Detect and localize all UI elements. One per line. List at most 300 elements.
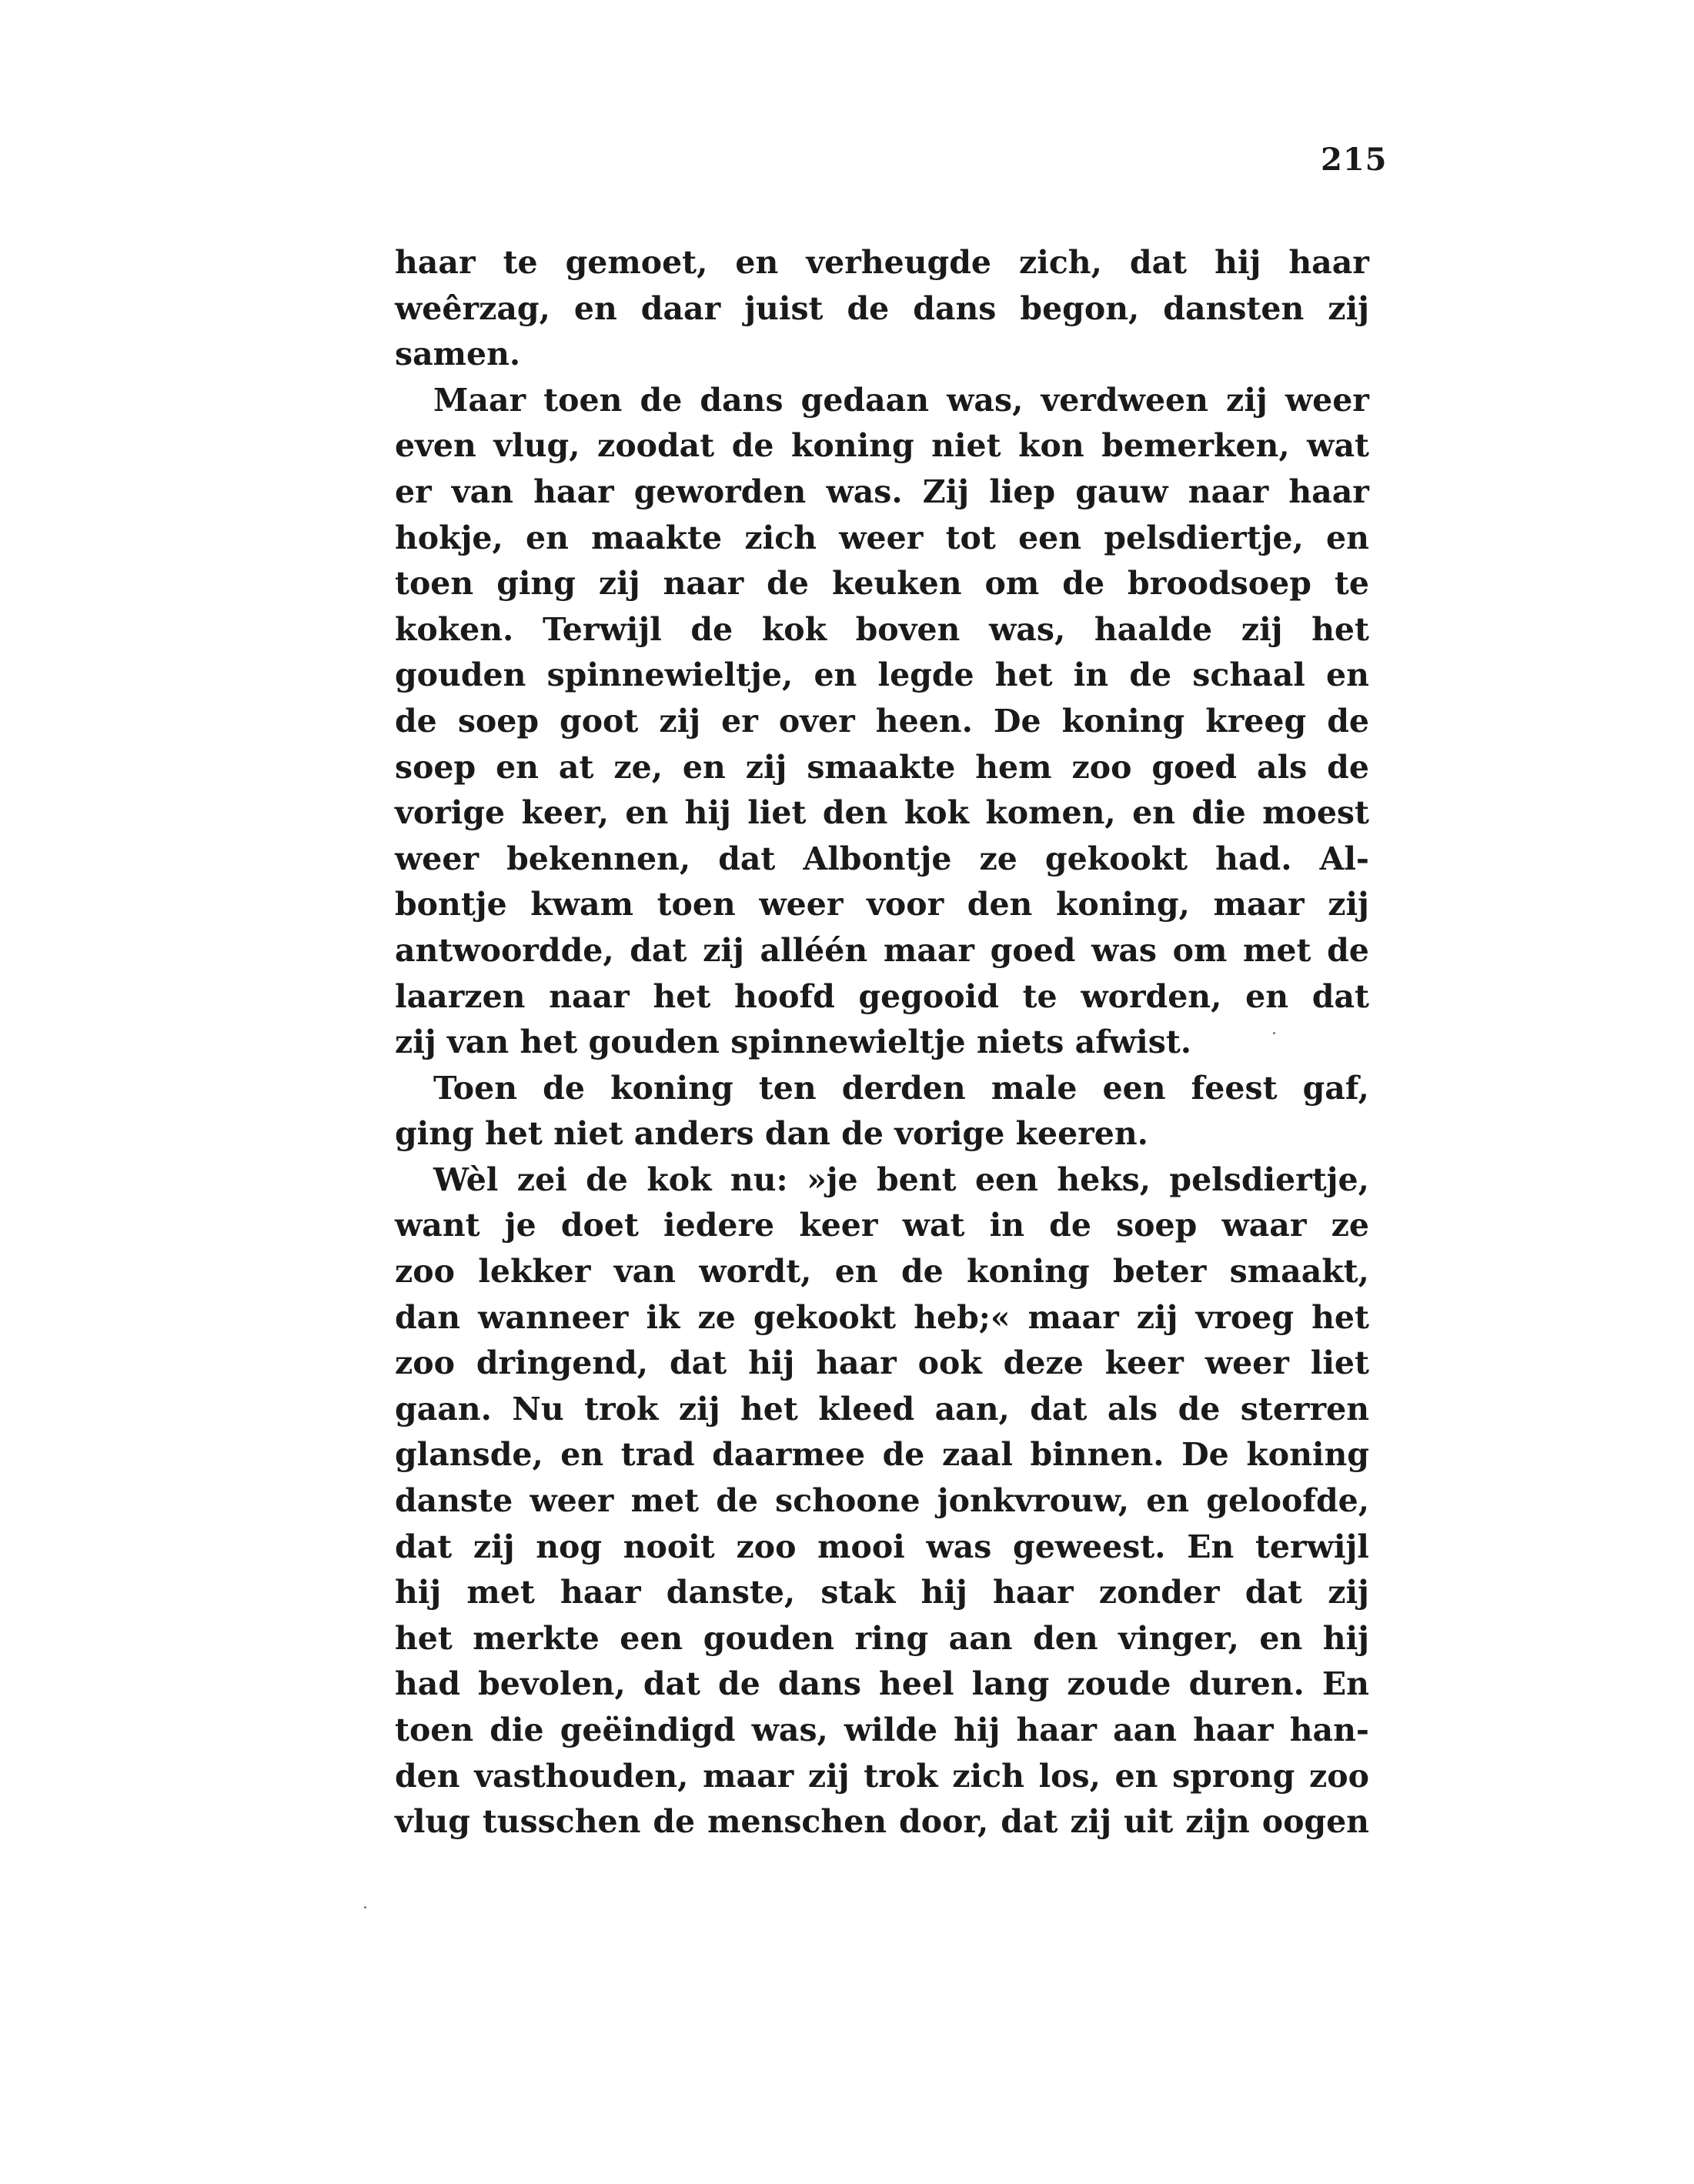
word: en (526, 519, 569, 556)
word: toen (543, 381, 623, 419)
word: was. (826, 473, 903, 510)
word: zij (1328, 289, 1369, 327)
word: het (653, 977, 711, 1015)
word: wilde (844, 1711, 938, 1748)
word: den (967, 886, 1033, 923)
word: keer, (521, 794, 609, 832)
word: En (1321, 1665, 1369, 1703)
word: de (395, 702, 437, 740)
word: liep (989, 473, 1056, 510)
word: zich, (1018, 244, 1102, 281)
word: legde (877, 656, 974, 694)
word: goed (1151, 748, 1238, 786)
word: dat (1001, 1803, 1058, 1841)
word: zij (598, 565, 640, 603)
word: doet (560, 1207, 639, 1244)
word: broodsoep (1128, 565, 1311, 603)
word: gegooid (858, 977, 999, 1015)
word: verheugde (806, 244, 991, 281)
word: en (1114, 1757, 1158, 1795)
word: smaakte (807, 748, 956, 786)
word: keer (1104, 1344, 1184, 1382)
word: maar (703, 1757, 794, 1795)
word: trad (620, 1436, 695, 1474)
word: smaakt, (1229, 1253, 1369, 1291)
word: hij (954, 1711, 1001, 1748)
word: maakte (591, 519, 723, 556)
word: waar (1221, 1207, 1307, 1244)
word: vorige (395, 794, 506, 832)
word: De (1181, 1436, 1229, 1474)
word: in (1073, 656, 1109, 694)
word: dat (395, 1528, 453, 1565)
word: zij (1070, 1803, 1112, 1841)
word: kleed (818, 1390, 915, 1428)
word: toen (395, 565, 474, 603)
word: boven (855, 610, 961, 648)
word: heen. (875, 702, 973, 740)
word: Nu (512, 1390, 564, 1428)
word: hij (748, 1344, 795, 1382)
word: keuken (831, 565, 962, 603)
word: kok (647, 1160, 712, 1198)
text-line (395, 653, 1369, 699)
word: zoo (736, 1528, 797, 1565)
word: mooi (817, 1528, 905, 1565)
text-line (395, 1616, 1369, 1662)
word: dat (1129, 244, 1188, 281)
word: haar (1288, 244, 1369, 281)
word: goed (990, 931, 1076, 969)
scan-speck (1273, 1032, 1275, 1034)
word: te (1334, 565, 1369, 603)
word: zij (659, 702, 701, 740)
word: was (926, 1528, 992, 1565)
word: had. (1215, 840, 1292, 877)
word: zij (703, 931, 744, 969)
word: beter (1112, 1253, 1207, 1291)
word: er (395, 473, 432, 510)
word: zijn (1185, 1803, 1250, 1841)
text-line (395, 1799, 1369, 1845)
word: goot (560, 702, 639, 740)
word: wanneer (478, 1298, 629, 1336)
word: naar (1188, 473, 1269, 510)
word: te (503, 244, 538, 281)
word: terwijl (1255, 1528, 1369, 1565)
word: voor (867, 886, 944, 923)
word: weer (1205, 1344, 1289, 1382)
word: heel (879, 1665, 954, 1703)
word: haar (993, 1574, 1074, 1611)
word: ze, (613, 748, 663, 786)
word: kok (904, 794, 969, 832)
word: het (395, 1619, 453, 1657)
word: weêrzag, (395, 289, 550, 327)
word: aan (948, 1619, 1013, 1657)
word: de (1327, 702, 1369, 740)
word: een (974, 1160, 1038, 1198)
word: pelsdiertje, (1104, 519, 1304, 556)
word: dat (1311, 977, 1369, 1015)
word: antwoordde, (395, 931, 614, 969)
word: want (395, 1207, 480, 1244)
word: als (1257, 748, 1308, 786)
word: liet (747, 794, 807, 832)
word: gemoet, (565, 244, 708, 281)
word: het (740, 1390, 798, 1428)
word: geloofde, (1206, 1482, 1369, 1520)
word: weer (530, 1482, 614, 1520)
word: die (489, 1711, 544, 1748)
word: soep (457, 702, 539, 740)
word: spinnewieltje, (546, 656, 794, 694)
text-line (395, 790, 1369, 837)
word: zei (516, 1160, 567, 1198)
word: dans (700, 381, 784, 419)
word: daar (640, 289, 721, 327)
word: verdween (1041, 381, 1208, 419)
text-line: ging het niet anders dan de vorige keeren. (395, 1115, 1148, 1153)
word: han- (1289, 1711, 1369, 1748)
word: om (1172, 931, 1228, 969)
word: gauw (1075, 473, 1168, 510)
word: de (882, 1436, 925, 1474)
word: toen (395, 1711, 474, 1748)
word: zoo (395, 1344, 455, 1382)
word: en (814, 656, 857, 694)
word: zich (952, 1757, 1024, 1795)
word: de (586, 1160, 628, 1198)
word: zich (744, 519, 817, 556)
word: den (822, 794, 888, 832)
word: schoone (775, 1482, 921, 1520)
word: de (1178, 1390, 1221, 1428)
word: binnen. (1030, 1436, 1164, 1474)
word: en (625, 794, 669, 832)
word: gekookt (1044, 840, 1188, 877)
word: aan, (934, 1390, 1010, 1428)
word: haar (1193, 1711, 1274, 1748)
word: koning (610, 1069, 733, 1107)
word: weer (1285, 381, 1369, 419)
word: met (1243, 931, 1311, 969)
word: was (1091, 931, 1157, 969)
text-line (395, 1432, 1369, 1478)
word: zoo (1071, 748, 1132, 786)
word: dat (643, 1665, 700, 1703)
word: male (991, 1069, 1078, 1107)
word: kok (761, 610, 827, 648)
text-line: zij van het gouden spinnewieltje niets afwist. (395, 1024, 1192, 1061)
word: een (1102, 1069, 1166, 1107)
word: nog (536, 1528, 603, 1565)
word: gaan. (395, 1390, 492, 1428)
word: Toen (433, 1069, 518, 1107)
word: deze (1003, 1344, 1084, 1382)
word: heks, (1057, 1160, 1151, 1198)
word: trok (584, 1390, 659, 1428)
word: zoude (1067, 1665, 1171, 1703)
word: haar (560, 1574, 641, 1611)
word: aan (1113, 1711, 1178, 1748)
word: van (613, 1253, 676, 1291)
word: En (1187, 1528, 1235, 1565)
word: over (778, 702, 855, 740)
word: tot (945, 519, 996, 556)
word: keer (799, 1207, 878, 1244)
word: hij (1322, 1619, 1369, 1657)
text-line (395, 837, 1369, 883)
word: de (1049, 1207, 1091, 1244)
word: maar (1027, 1298, 1119, 1336)
word: en (834, 1253, 878, 1291)
text-line (395, 1570, 1369, 1616)
word: door, (899, 1803, 989, 1841)
word: oogen (1261, 1803, 1369, 1841)
word: de (731, 427, 774, 465)
word: dans (913, 289, 997, 327)
word: gekookt (753, 1298, 897, 1336)
word: dan (395, 1298, 461, 1336)
text-line (395, 561, 1369, 607)
word: ze (1331, 1207, 1369, 1244)
word: haar (533, 473, 614, 510)
text-line (395, 1203, 1369, 1249)
word: sprong (1172, 1757, 1295, 1795)
text-line (395, 240, 1369, 286)
word: en (560, 1436, 604, 1474)
word: hij (395, 1574, 442, 1611)
word: tusschen (482, 1803, 641, 1841)
word: worden, (1081, 977, 1222, 1015)
word: hij (921, 1574, 967, 1611)
word: ik (646, 1298, 680, 1336)
word: en (1326, 656, 1369, 694)
word: Albontje (803, 840, 952, 877)
word: en (1146, 1482, 1190, 1520)
word: dans (777, 1665, 861, 1703)
word: De (993, 702, 1041, 740)
word: van (451, 473, 513, 510)
word: dat (630, 931, 687, 969)
word: los, (1038, 1757, 1101, 1795)
word: de (653, 1803, 696, 1841)
word: soep (395, 748, 476, 786)
word: zij (745, 748, 787, 786)
text-line (395, 423, 1369, 469)
text-line (395, 378, 1369, 424)
text-line (395, 1661, 1369, 1708)
word: de (1327, 931, 1369, 969)
word: soep (1116, 1207, 1198, 1244)
word: wordt, (699, 1253, 812, 1291)
word: en (1259, 1619, 1303, 1657)
text-line (395, 1524, 1369, 1571)
word: kreeg (1205, 702, 1307, 740)
word: alléén (760, 931, 868, 969)
word: haar (1288, 473, 1369, 510)
word: met (466, 1574, 535, 1611)
word: komen, (985, 794, 1116, 832)
word: Maar (433, 381, 526, 419)
word: vroeg (1195, 1298, 1295, 1336)
word: bemerken, (1101, 427, 1290, 465)
word: hij (684, 794, 731, 832)
word: en (496, 748, 539, 786)
word: bekennen, (506, 840, 691, 877)
word: begon, (1020, 289, 1140, 327)
word: en (573, 289, 617, 327)
word: glansde, (395, 1436, 543, 1474)
word: danste (395, 1482, 513, 1520)
word: at (558, 748, 594, 786)
word: zij (473, 1528, 515, 1565)
word: de (718, 1665, 760, 1703)
scan-speck (364, 1906, 366, 1908)
word: dat (718, 840, 776, 877)
word: koning (1246, 1436, 1369, 1474)
word: en (735, 244, 779, 281)
word: te (1022, 977, 1057, 1015)
word: en (1326, 519, 1369, 556)
text-line (395, 1341, 1369, 1387)
word: ten (758, 1069, 817, 1107)
word: met (630, 1482, 700, 1520)
word: gaf, (1302, 1069, 1369, 1107)
word: de (1062, 565, 1105, 603)
word: zoo (395, 1253, 455, 1291)
text-line: samen. (395, 336, 521, 373)
word: menschen (707, 1803, 887, 1841)
word: in (989, 1207, 1025, 1244)
word: een (620, 1619, 683, 1657)
word: dat (1245, 1574, 1302, 1611)
word: lekker (478, 1253, 591, 1291)
word: feest (1191, 1069, 1278, 1107)
word: dansten (1163, 289, 1305, 327)
word: jonkvrouw, (937, 1482, 1129, 1520)
word: nooit (623, 1528, 715, 1565)
word: ze (979, 840, 1017, 877)
word: even (395, 427, 476, 465)
word: nu: (730, 1160, 788, 1198)
word: trok (864, 1757, 938, 1795)
word: vasthouden, (474, 1757, 689, 1795)
word: geweest. (1013, 1528, 1166, 1565)
word: iedere (663, 1207, 775, 1244)
text-line (395, 974, 1369, 1020)
word: de (640, 381, 683, 419)
word: stak (820, 1574, 896, 1611)
word: haar (1016, 1711, 1097, 1748)
word: om (984, 565, 1040, 603)
word: gedaan (800, 381, 930, 419)
word: koning, (1055, 886, 1190, 923)
body-text (395, 240, 1369, 1845)
word: zoodat (597, 427, 715, 465)
word: niet (931, 427, 1001, 465)
word: de (690, 610, 733, 648)
word: wat (1307, 427, 1369, 465)
word: zaal (941, 1436, 1013, 1474)
word: koning (791, 427, 914, 465)
word: vinger, (1118, 1619, 1239, 1657)
word: weer (759, 886, 844, 923)
word: als (1107, 1390, 1158, 1428)
word: geëindigd (560, 1711, 736, 1748)
word: »je (807, 1160, 858, 1198)
word: de (847, 289, 890, 327)
word: een (1018, 519, 1082, 556)
text-line (395, 516, 1369, 562)
text-line (395, 1387, 1369, 1433)
word: lang (971, 1665, 1050, 1703)
word: had (395, 1665, 461, 1703)
word: uit (1124, 1803, 1174, 1841)
word: de (543, 1069, 585, 1107)
text-line (395, 1478, 1369, 1524)
word: haar (395, 244, 476, 281)
word: haalde (1094, 610, 1213, 648)
text-line (395, 1157, 1369, 1204)
text-line (395, 1066, 1369, 1112)
word: haar (816, 1344, 897, 1382)
word: Zij (922, 473, 970, 510)
word: dringend, (476, 1344, 649, 1382)
word: zij (1226, 381, 1268, 419)
word: Wèl (433, 1160, 499, 1198)
text-line (395, 699, 1369, 745)
word: naar (549, 977, 630, 1015)
word: koken. (395, 610, 514, 648)
word: de (767, 565, 809, 603)
word: de (900, 1253, 944, 1291)
word: de (716, 1482, 758, 1520)
word: bontje (395, 886, 507, 923)
word: Al- (1319, 840, 1369, 877)
word: hokje, (395, 519, 503, 556)
word: kwam (530, 886, 633, 923)
text-line (395, 607, 1369, 653)
word: zoo (1308, 1757, 1369, 1795)
word: ook (917, 1344, 982, 1382)
word: maar (883, 931, 974, 969)
word: heb;« (914, 1298, 1011, 1336)
word: daarmee (712, 1436, 866, 1474)
word: schaal (1192, 656, 1305, 694)
word: bent (877, 1160, 957, 1198)
word: de (1327, 748, 1369, 786)
word: hij (1215, 244, 1261, 281)
word: en (1132, 794, 1175, 832)
word: het (994, 656, 1053, 694)
word: vlug (395, 1803, 470, 1841)
text-line (395, 1708, 1369, 1754)
word: zij (807, 1757, 850, 1795)
word: moest (1262, 794, 1369, 832)
word: zonder (1098, 1574, 1220, 1611)
word: koning (967, 1253, 1090, 1291)
text-line (395, 1295, 1369, 1341)
word: weer (395, 840, 479, 877)
word: het (1311, 610, 1369, 648)
word: den (395, 1757, 460, 1795)
word: zij (1328, 1574, 1369, 1611)
word: laarzen (395, 977, 526, 1015)
text-line (395, 1754, 1369, 1800)
text-line (395, 286, 1369, 332)
